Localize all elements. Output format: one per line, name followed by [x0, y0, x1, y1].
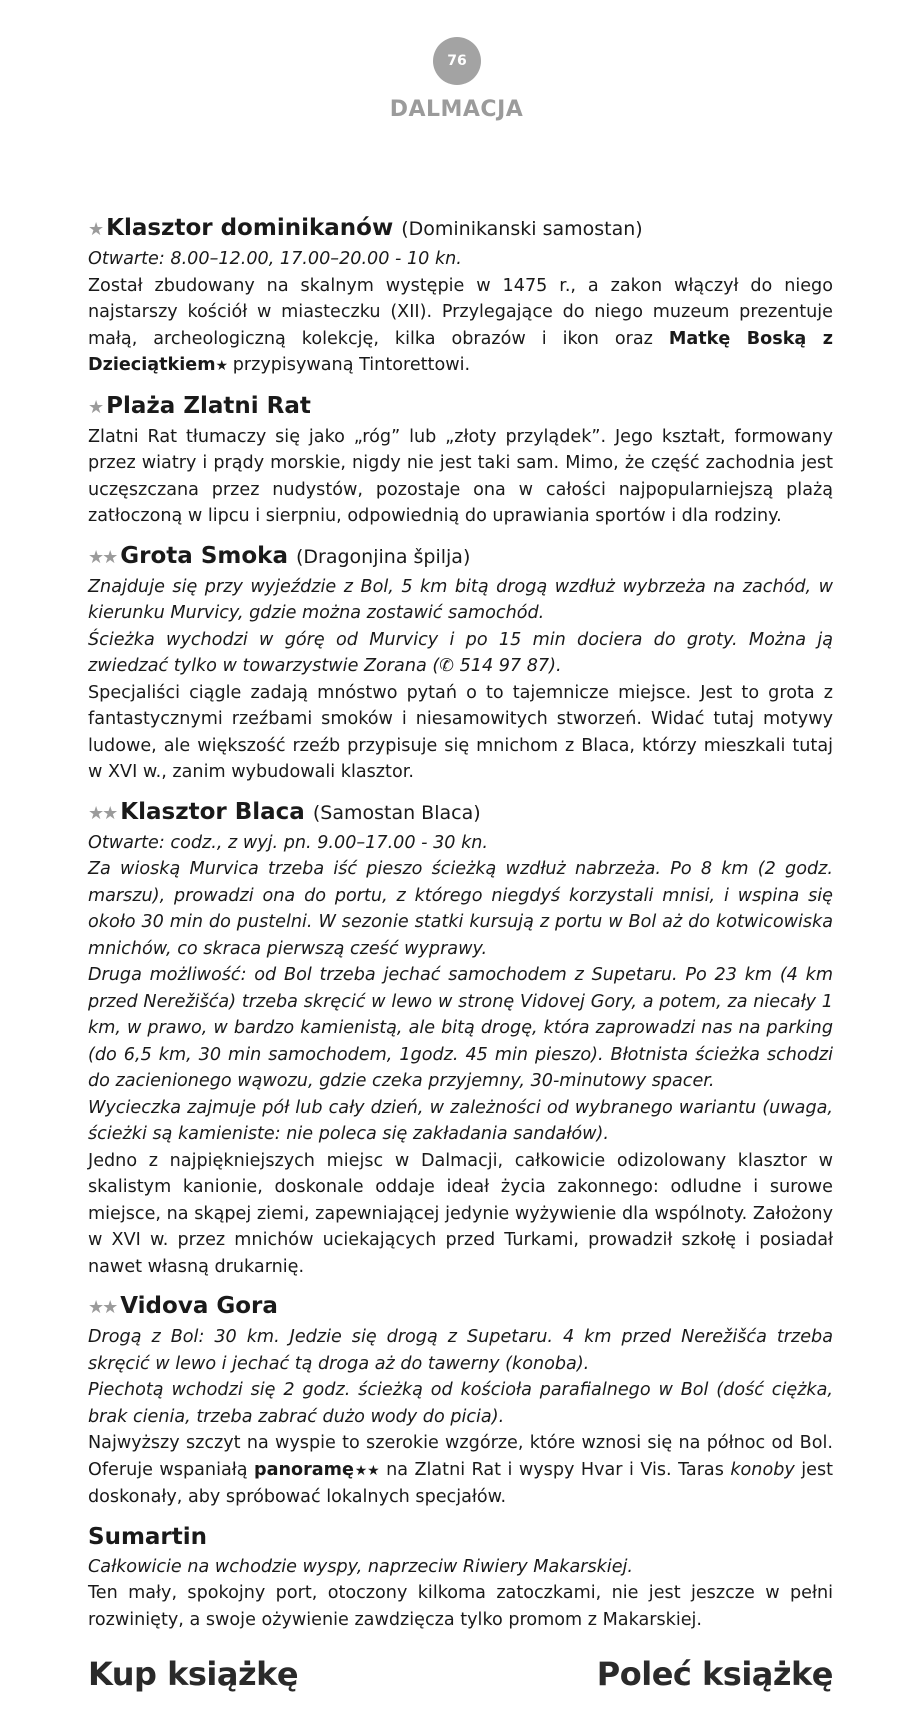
entry-vidova-gora [88, 1290, 833, 1511]
entry-heading [88, 540, 833, 574]
directions-car: Druga możliwość: od Bol trzeba jechać samochodem z Supetaru. Po 23 km (4 km przed Nerežišća) trzeba skręcić w lewo w stronę Vidovej Gory, a potem, za niecały 1 km, w prawo, w bardzo kamienistą, ale bitą drogę, która zaprowadzi nas na parking (do 6,5 km, 30 min samochodem, 1godz. 45 min pieszo). Błotnista ścieżka schodzi do zacienionego wąwozu, gdzie czeka przyjemny, 30-minutowy spacer. [88, 965, 833, 1091]
guide-content [88, 212, 833, 1643]
directions-walk: Piechotą wchodzi się 2 godz. ścieżką od kościoła parafialnego w Bol (dość ciężka, brak cienia, trzeba zabrać dużo wody do picia). [88, 1380, 833, 1427]
access-text: Ścieżka wychodzi w górę od Murvicy i po 15 min dociera do groty. Można ją zwiedzać tylko w towarzystwie Zorana ( [88, 629, 833, 676]
rating-stars-icon: ★★ [88, 1297, 117, 1318]
access-text: ). [549, 656, 562, 676]
highlight-painting: Matkę Boską z Dzieciątkiem [88, 328, 833, 375]
entry-title: Grota Smoka [120, 542, 288, 569]
description-text: Został zbudowany na skalnym występie w 1475 r., a zakon włączył do niego najstarszy kościół w miasteczku (XII). Przylegające do niego muzeum prezentuje małą, archeologiczną kolekcję, kilka obrazów i ikon oraz [88, 275, 833, 349]
entry-description: Zlatni Rat tłumaczy się jako „róg” lub „złoty przylądek”. Jego kształt, formowany przez wiatry i prądy morskie, nigdy nie jest taki sam. Mimo, że część zachodnia jest uczęszczana przez nudystów, pozostaje ona w całości najpopularniejszą plażą zatłoczoną w lipcu i sierpniu, odpowiednią do uprawiania sportów i dla rodziny. [88, 426, 833, 526]
entry-title: Sumartin [88, 1523, 208, 1550]
rating-star-icon: ★ [88, 219, 103, 240]
entry-heading [88, 796, 833, 830]
description-text: na Zlatni Rat i wyspy Hvar i Vis. Taras [386, 1459, 724, 1480]
description-text: Najwyższy szczyt na wyspie to szerokie wzgórze, które wznosi się na północ od Bol. Oferuje wspaniałą [88, 1433, 833, 1480]
directions-walk: Za wioską Murvica trzeba iść pieszo ścieżką wzdłuż nabrzeża. Po 8 km (2 godz. marszu), prowadzi ona do portu, z którego niegdyś korzystali mnisi, i wspina się około 30 min do pustelni. W sezonie statki kursują z portu w Bol aż do kotwicowiska mnichów, co skraca pierwszą cześć wyprawy. [88, 859, 833, 959]
entry-heading [88, 212, 833, 246]
entry-description [88, 1430, 833, 1511]
rating-star-icon: ★ [215, 358, 228, 374]
footer-actions [88, 1655, 833, 1705]
entry-title: Plaża Zlatni Rat [106, 392, 311, 419]
entry-sumartin [88, 1521, 833, 1634]
entry-heading [88, 390, 833, 424]
directions-text: Znajduje się przy wyjeździe z Bol, 5 km bitą drogą wzdłuż wybrzeża na zachód, w kierunku Murvicy, gdzie można zostawić samochód. [88, 576, 833, 623]
trip-note: Wycieczka zajmuje pół lub cały dzień, w zależności od wybranego wariantu (uwaga, ścieżki są kamieniste: nie poleca się zakładania sandałów). [88, 1097, 833, 1144]
directions-car: Drogą z Bol: 30 km. Jedzie się drogą z Supetaru. 4 km przed Nerežišća trzeba skręcić w lewo i jechać tą droga aż do tawerny (konoba). [88, 1327, 833, 1374]
highlight-panorama: panoramę [254, 1459, 354, 1480]
region-title: DALMACJA [389, 97, 524, 122]
description-text: przypisywaną Tintorettowi. [232, 355, 471, 375]
entry-description: Ten mały, spokojny port, otoczony kilkoma zatoczkami, nie jest jeszcze w pełni rozwinięty, a swoje ożywienie zawdzięcza tylko promom z Makarskiej. [88, 1583, 833, 1630]
rating-stars-icon: ★★ [88, 802, 117, 824]
entry-zlatni-rat-beach [88, 390, 833, 530]
entry-title: Klasztor dominikanów [106, 215, 394, 241]
entry-title: Vidova Gora [120, 1293, 278, 1319]
phone-number: 514 97 87 [459, 656, 550, 676]
entry-local-name: (Dragonjina špilja) [296, 545, 471, 568]
recommend-book-link[interactable]: Poleć książkę [596, 1655, 833, 1693]
rating-stars-icon: ★★ [353, 1462, 380, 1479]
opening-hours: Otwarte: codz., z wyj. pn. 9.00–17.00 - 30 kn. [88, 832, 489, 853]
rating-star-icon: ★ [88, 396, 103, 418]
entry-dominican-monastery [88, 212, 833, 380]
phone-icon: ✆ [439, 656, 454, 676]
entry-description: Specjaliści ciągle zadają mnóstwo pytań o to tajemnicze miejsce. Jest to grota z fantastycznymi rzeźbami smoków i niesamowitych stworzeń. Widać tutaj motywy ludowe, ale większość rzeźb przypisuje się mnichom z Blaca, którzy mieszkali tutaj w XVI w., zanim wybudowali klasztor. [88, 682, 833, 782]
buy-book-link[interactable]: Kup książkę [88, 1655, 299, 1693]
page-number-badge: 76 [433, 37, 481, 85]
entry-local-name: (Dominikanski samostan) [401, 218, 643, 240]
entry-local-name: (Samostan Blaca) [312, 801, 481, 824]
entry-blaca-monastery [88, 796, 833, 1281]
entry-description [88, 273, 833, 380]
location-note: Całkowicie na wchodzie wyspy, naprzeciw Riwiery Makarskiej. [88, 1556, 634, 1577]
opening-hours: Otwarte: 8.00–12.00, 17.00–20.00 - 10 kn. [88, 249, 462, 269]
entry-heading [88, 1290, 833, 1324]
rating-stars-icon: ★★ [88, 546, 117, 568]
entry-description: Jedno z najpiękniejszych miejsc w Dalmacji, całkowicie odizolowany klasztor w skalistym kanionie, doskonale oddaje ideał życia zakonnego: odludne i surowe miejsce, na skąpej ziemi, zapewniającej jedynie wyżywienie dla wspólnoty. Założony w XVI w. przez mnichów uciekających przed Turkami, prowadził szkołę i posiadał nawet własną drukarnię. [88, 1150, 833, 1277]
description-text: jest doskonały, aby spróbować lokalnych specjałów. [88, 1459, 834, 1507]
access-info [88, 627, 833, 680]
konoby-term: konoby [730, 1459, 795, 1480]
entry-dragon-cave [88, 540, 833, 786]
entry-title: Klasztor Blaca [120, 798, 305, 825]
